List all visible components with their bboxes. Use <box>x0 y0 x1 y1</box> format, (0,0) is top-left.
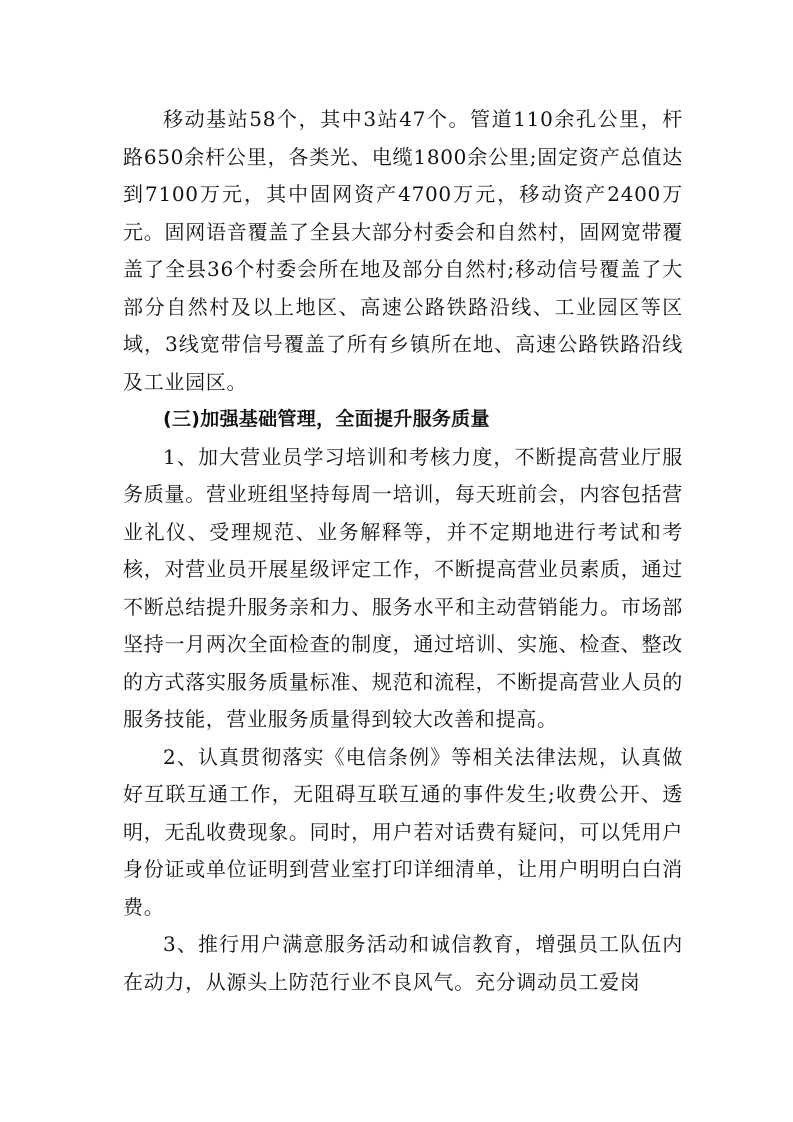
document-body <box>123 101 683 1001</box>
list-item-regulations: 2、认真贯彻落实《电信条例》等相关法律法规，认真做好互联互通工作，无阻碍互联互通的事件发生;收费公开、透明，无乱收费现象。同时，用户若对话费有疑问，可以凭用户身份证或单位证明到营业室打印详细清单，让用户明明白白消费。 <box>123 744 683 919</box>
body-paragraph-network-stats: 移动基站58个，其中3站47个。管道110余孔公里，杆路650余杆公里，各类光、电缆1800余公里;固定资产总值达到7100万元，其中固网资产4700万元，移动资产2400万元。固网语音覆盖了全县大部分村委会和自然村，固网宽带覆盖了全县36个村委会所在地及部分自然村;移动信号覆盖了大部分自然村及以上地区、高速公路铁路沿线、工业园区等区域，3线宽带信号覆盖了所有乡镇所在地、高速公路铁路沿线及工业园区。 <box>123 107 683 394</box>
list-item-customer-satisfaction: 3、推行用户满意服务活动和诚信教育，增强员工队伍内在动力，从源头上防范行业不良风气。充分调动员工爱岗 <box>123 932 683 994</box>
section-heading: (三)加强基础管理，全面提升服务质量 <box>163 408 490 430</box>
list-item-staff-training: 1、加大营业员学习培训和考核力度，不断提高营业厅服务质量。营业班组坚持每周一培训，每天班前会，内容包括营业礼仪、受理规范、业务解释等，并不定期地进行考试和考核，对营业员开展星级评定工作，不断提高营业员素质，通过不断总结提升服务亲和力、服务水平和主动营销能力。市场部坚持一月两次全面检查的制度，通过培训、实施、检查、整改的方式落实服务质量标准、规范和流程，不断提高营业人员的服务技能，营业服务质量得到较大改善和提高。 <box>123 444 683 731</box>
